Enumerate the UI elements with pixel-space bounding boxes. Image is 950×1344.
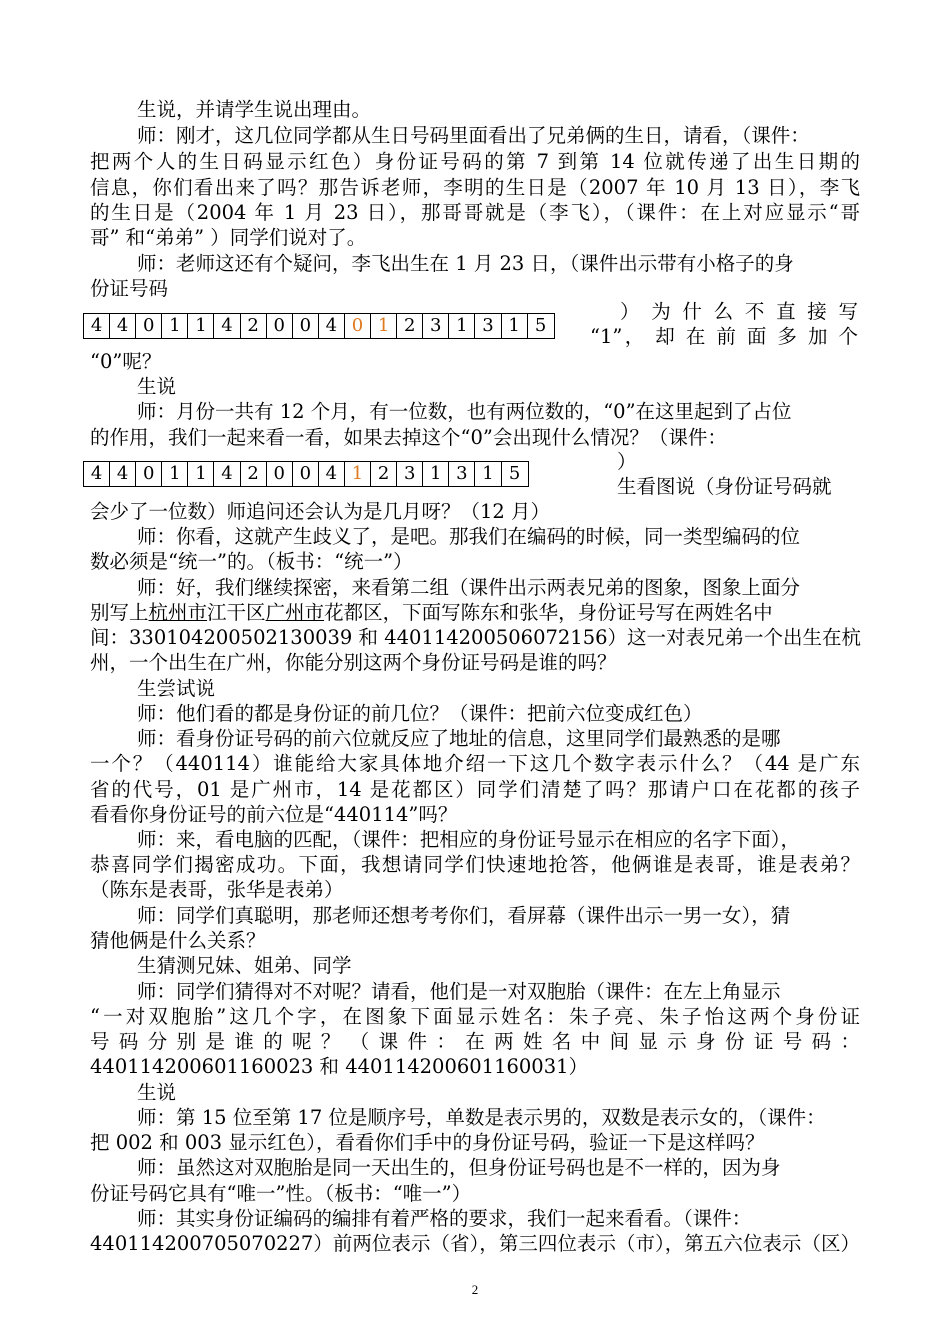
paragraph-line: 生说 xyxy=(137,375,177,398)
paragraph-line: 生说 xyxy=(137,1081,177,1104)
id-number-box-with-zero xyxy=(83,313,555,339)
paragraph-line: 师：月份一共有 12 个月，有一位数，也有两位数的，“0”在这里起到了占位 xyxy=(137,400,792,423)
paragraph-line: 师：他们看的都是身份证的前几位？（课件：把前六位变成红色） xyxy=(137,702,703,725)
id-digit-cell: 1 xyxy=(423,462,449,486)
paragraph-line: “0”呢？ xyxy=(90,350,162,373)
id-digit-cell: 4 xyxy=(214,314,240,338)
id-digit-cell: 1 xyxy=(188,462,214,486)
paragraph-line: 师：来，看电脑的匹配，（课件：把相应的身份证号显示在相应的名字下面）， xyxy=(137,828,801,851)
id-digit-cell: 1 xyxy=(475,462,501,486)
city-hangzhou: 杭州市 xyxy=(148,601,208,624)
paragraph-line: 份证号码 xyxy=(90,277,169,300)
paragraph-line: 号 码 分 别 是 谁 的 呢 ？ （ 课 件 ： 在 两 姓 名 中 间 显 示 身 份 证 号 码 ： xyxy=(90,1030,860,1053)
id-digit-cell: 4 xyxy=(319,462,345,486)
paragraph-line: 猜他俩是什么关系？ xyxy=(90,929,266,952)
id-digit-cell: 2 xyxy=(241,314,267,338)
id-digit-cell: 0 xyxy=(267,314,293,338)
id-digit-cell: 0 xyxy=(136,314,162,338)
paragraph-line: ） 为 什 么 不 直 接 写 xyxy=(620,300,858,323)
paragraph-line: 间：330104200502130039 和 440114200506072156）这一对表兄弟一个出生在杭 xyxy=(90,626,862,649)
paragraph-line: 恭喜同学们揭密成功。下面，我想请同学们快速地抢答，他俩谁是表哥，谁是表弟？ xyxy=(90,853,860,876)
paragraph-line: 数必须是“统一”的。（板书：“统一”） xyxy=(90,550,413,573)
id-digit-cell: 3 xyxy=(423,314,449,338)
paragraph-line: （陈东是表哥，张华是表弟） xyxy=(90,878,344,901)
id-digit-cell: 1 xyxy=(449,314,475,338)
id-digit-cell: 0 xyxy=(136,462,162,486)
id-digit-cell: 2 xyxy=(371,462,397,486)
id-digit-cell: 2 xyxy=(397,314,423,338)
paragraph-line: 师：其实身份证编码的编排有着严格的要求，我们一起来看看。（课件： xyxy=(137,1207,752,1230)
id-digit-cell: 4 xyxy=(319,314,345,338)
paragraph-line: 生尝试说 xyxy=(137,677,216,700)
paragraph-line: 的作用，我们一起来看一看，如果去掉这个“0”会出现什么情况？（课件： xyxy=(90,426,727,449)
paragraph-line: 师：同学们猜得对不对呢？请看，他们是一对双胞胎（课件：在左上角显示 xyxy=(137,980,781,1003)
page-number: 2 xyxy=(471,1282,479,1297)
id-digit-cell: 4 xyxy=(84,314,110,338)
paragraph-line: 师：老师这还有个疑问，李飞出生在 1 月 23 日，（课件出示带有小格子的身 xyxy=(137,252,794,275)
paragraph-line: 哥” 和“弟弟” ）同学们说对了。 xyxy=(90,226,367,249)
id-digit-cell: 0 xyxy=(293,314,319,338)
paragraph-line: 州，一个出生在广州，你能分别这两个身份证号码是谁的吗？ xyxy=(90,651,617,674)
paragraph-line: 一个？（440114）谁能给大家具体地介绍一下这几个数字表示什么？（44 是广东 xyxy=(90,752,860,775)
paragraph-line: 440114200601160023 和 440114200601160031） xyxy=(90,1055,589,1078)
paragraph-line: 生说，并请学生说出理由。 xyxy=(137,98,372,121)
city-guangzhou: 广州市 xyxy=(265,601,325,624)
paragraph-line: 份证号码它具有“唯一”性。（板书：“唯一”） xyxy=(90,1182,472,1205)
id-digit-cell: 4 xyxy=(84,462,110,486)
id-number-box-without-zero xyxy=(83,461,529,487)
paragraph-line: ） xyxy=(617,450,637,473)
paragraph-line: 的生日是（2004 年 1 月 23 日），那哥哥就是（李飞），（课件：在上对应显示“哥 xyxy=(90,201,860,224)
paragraph-line: 省的代号，01 是广州市，14 是花都区）同学们清楚了吗？那请户口在花都的孩子 xyxy=(90,778,860,801)
paragraph-line: 师：虽然这对双胞胎是同一天出生的，但身份证号码也是不一样的，因为身 xyxy=(137,1156,781,1179)
paragraph-line: 师：你看，这就产生歧义了，是吧。那我们在编码的时候，同一类型编码的位 xyxy=(137,525,801,548)
paragraph-line: 会少了一位数）师追问还会认为是几月呀？（12 月） xyxy=(90,500,551,523)
paragraph-line: 师：第 15 位至第 17 位是顺序号，单数是表示男的，双数是表示女的，（课件： xyxy=(137,1106,826,1129)
paragraph-line: 师：好，我们继续探密，来看第二组（课件出示两表兄弟的图象，图象上面分 xyxy=(137,576,801,599)
paragraph-line: 师：刚才，这几位同学都从生日号码里面看出了兄弟俩的生日，请看，（课件： xyxy=(137,124,810,147)
id-digit-cell: 1 xyxy=(162,314,188,338)
id-digit-cell: 3 xyxy=(475,314,501,338)
paragraph-line: 把两个人的生日码显示红色）身份证号码的第 7 到第 14 位就传递了出生日期的 xyxy=(90,150,860,173)
id-digit-cell: 0 xyxy=(267,462,293,486)
paragraph-line: 信息，你们看出来了吗？那告诉老师，李明的生日是（2007 年 10 月 13 日），李飞 xyxy=(90,176,860,199)
id-digit-cell: 0 xyxy=(293,462,319,486)
paragraph-line: 生猜测兄妹、姐弟、同学 xyxy=(137,954,352,977)
id-digit-cell: 5 xyxy=(508,463,521,484)
paragraph-line: 生看图说（身份证号码就 xyxy=(617,475,832,498)
paragraph-line: “1”， 却 在 前 面 多 加 个 xyxy=(590,325,858,348)
paragraph-line: 师：同学们真聪明，那老师还想考考你们，看屏幕（课件出示一男一女），猜 xyxy=(137,904,791,927)
paragraph-line: 把 002 和 003 显示红色），看看你们手中的身份证号码，验证一下是这样吗？ xyxy=(90,1131,765,1154)
paragraph-line: 看看你身份证号的前六位是“440114”吗？ xyxy=(90,803,458,826)
id-digit-cell: 4 xyxy=(110,314,136,338)
id-digit-cell: 0 xyxy=(345,314,371,338)
paragraph-line: 师：看身份证号码的前六位就反应了地址的信息，这里同学们最熟悉的是哪 xyxy=(137,727,781,750)
id-digit-cell: 1 xyxy=(345,462,371,486)
id-digit-cell: 3 xyxy=(397,462,423,486)
id-digit-cell: 2 xyxy=(241,462,267,486)
id-digit-cell: 4 xyxy=(214,462,240,486)
id-digit-cell: 1 xyxy=(371,314,397,338)
id-digit-cell: 3 xyxy=(449,462,475,486)
paragraph-line: “一对双胞胎”这几个字，在图象下面显示姓名：朱子亮、朱子怡这两个身份证 xyxy=(90,1005,860,1028)
id-digit-cell: 1 xyxy=(162,462,188,486)
id-digit-cell: 1 xyxy=(188,314,214,338)
paragraph-line: 别写上杭州市江干区广州市花都区，下面写陈东和张华，身份证号写在两姓名中 xyxy=(90,601,773,624)
id-digit-cell: 4 xyxy=(110,462,136,486)
id-digit-cell: 1 xyxy=(502,314,528,338)
id-digit-cell: 5 xyxy=(534,315,547,336)
paragraph-line: 440114200705070227）前两位表示（省），第三四位表示（市），第五六位表示（区） xyxy=(90,1232,860,1255)
